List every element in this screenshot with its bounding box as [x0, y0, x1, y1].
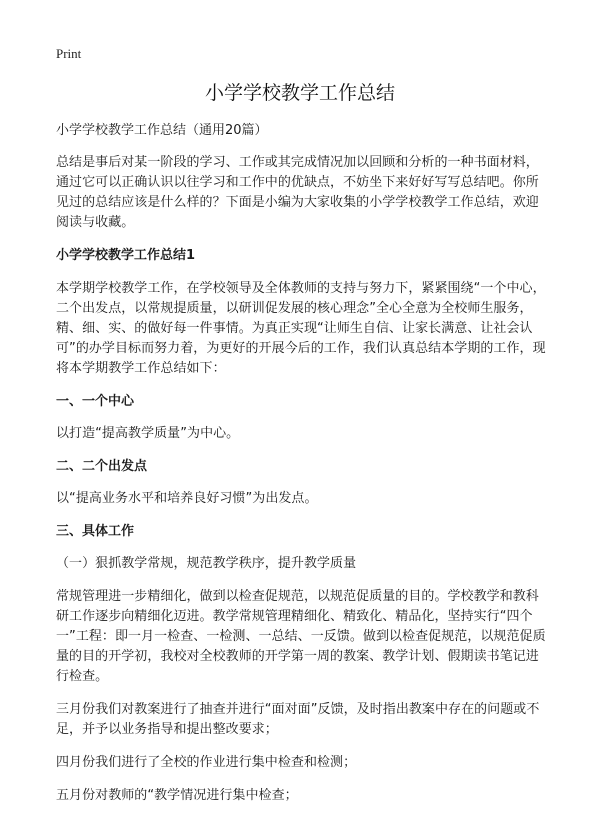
paragraph-routine-management: 常规管理进一步精细化，做到以检查促规范，以规范促质量的目的。学校教学和教科研工作逐步向精细化迈进。教学常规管理精细化、精致化、精品化，坚持实行“四个一”工程：即一月一检查、一检测、一总结、一反馈。做到以检查促规范，以规范促质量的目的开学初，我校对全校教师的开学第一周的教案、教学计划、假期读书笔记进行检查。: [56, 589, 546, 684]
print-link[interactable]: Print: [56, 46, 82, 61]
paragraph-two-starting-points: 以“提高业务水平和培养良好习惯”为出发点。: [56, 491, 318, 506]
paragraph-march: 三月份我们对教案进行了抽查并进行“面对面”反馈，及时指出教案中存在的问题或不足，并予以业务指导和提出整改要求；: [56, 702, 540, 737]
paragraph-one-center: 以打造“提高教学质量”为中心。: [56, 426, 240, 441]
intro-paragraph: 总结是事后对某一阶段的学习、工作或其完成情况加以回顾和分析的一种书面材料，通过它可以正确认识以往学习和工作中的优缺点，不妨坐下来好好写写总结吧。你所见过的总结应该是什么样的？下面是小编为大家收集的小学学校教学工作总结，欢迎阅读与收藏。: [56, 155, 539, 230]
paragraph-may: 五月份对教师的“教学情况进行集中检查；: [56, 788, 298, 803]
page-title: 小学学校教学工作总结: [204, 82, 395, 104]
article-subtitle: 小学学校教学工作总结（通用20篇）: [56, 123, 268, 138]
article-body: [56, 121, 546, 819]
heading-specific-work: 三、具体工作: [56, 524, 135, 539]
section-title: 小学学校教学工作总结1: [56, 248, 196, 263]
subheading-teaching-routine: （一）狠抓教学常规，规范教学秩序，提升教学质量: [56, 556, 357, 571]
heading-two-starting-points: 二、二个出发点: [56, 459, 148, 474]
heading-one-center: 一、一个中心: [56, 394, 135, 409]
section-intro-paragraph: 本学期学校教学工作，在学校领导及全体教师的支持与努力下，紧紧围绕“一个中心，二个出发点，以常规提质量，以研训促发展的核心理念”全心全意为全校师生服务，精、细、实、的做好每一件事情。为真正实现“让师生自信、让家长满意、让社会认可”的办学目标而努力着，为更好的开展今后的工作，我们认真总结本学期的工作，现将本学期教学工作总结如下：: [56, 281, 546, 376]
paragraph-april: 四月份我们进行了全校的作业进行集中检查和检测；: [56, 755, 357, 770]
